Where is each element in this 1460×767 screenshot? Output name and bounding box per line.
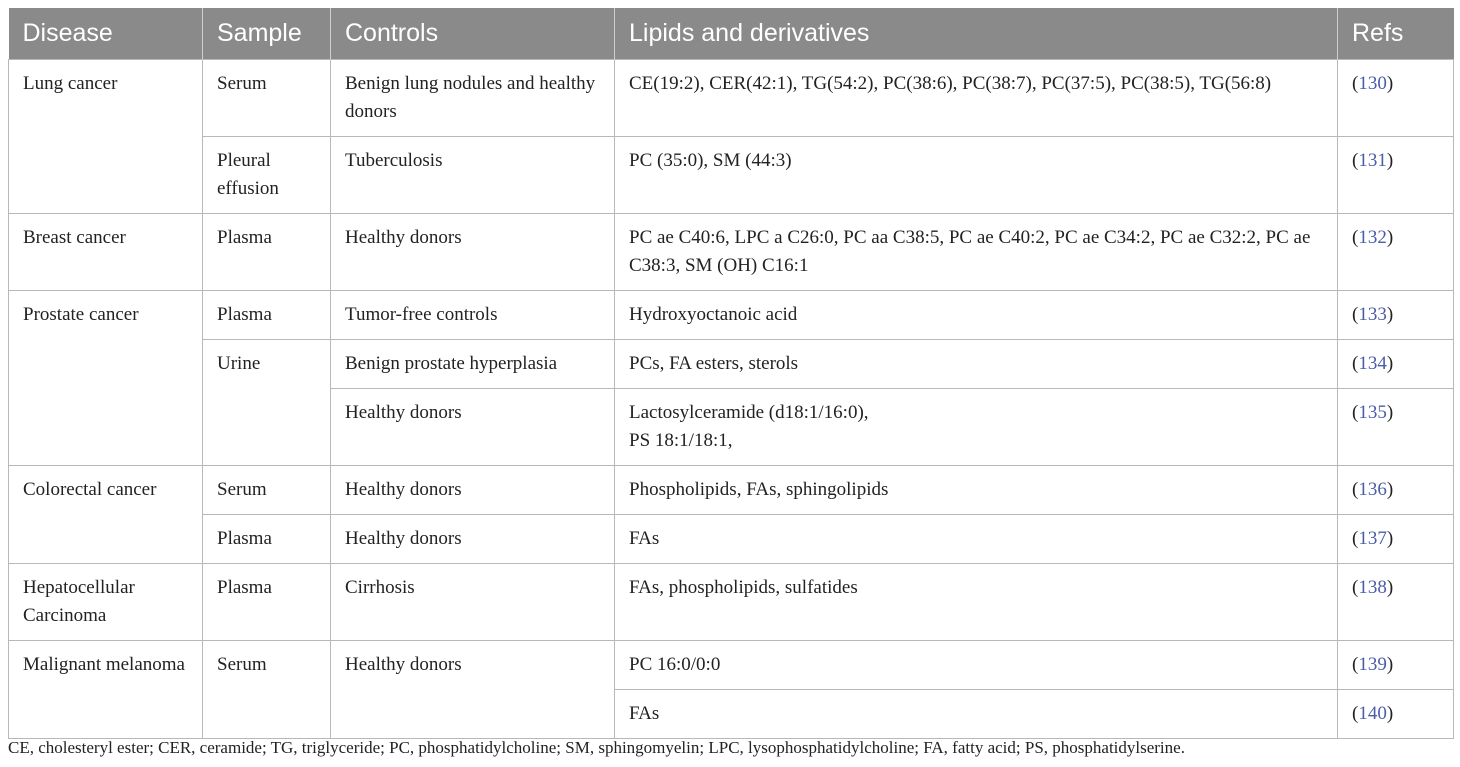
ref-link[interactable]: 139 — [1358, 654, 1387, 675]
table-row — [9, 641, 1454, 690]
ref-link[interactable]: 133 — [1358, 304, 1387, 325]
disease-cell: Prostate cancer — [9, 291, 203, 466]
lipids-cell — [615, 389, 1338, 466]
ref-link[interactable]: 137 — [1358, 528, 1387, 549]
sample-cell: Plasma — [203, 291, 331, 340]
ref-link[interactable]: 132 — [1358, 227, 1387, 248]
controls-cell: Cirrhosis — [331, 564, 615, 641]
lipids-cell: PCs, FA esters, sterols — [615, 340, 1338, 389]
controls-cell: Benign prostate hyperplasia — [331, 340, 615, 389]
sample-cell: Serum — [203, 60, 331, 137]
controls-cell: Healthy donors — [331, 515, 615, 564]
ref-link[interactable]: 140 — [1358, 703, 1387, 724]
sample-cell: Plasma — [203, 515, 331, 564]
ref-cell: (137) — [1338, 515, 1454, 564]
ref-cell: (140) — [1338, 690, 1454, 739]
ref-link[interactable]: 130 — [1358, 73, 1387, 94]
disease-cell: Hepatocellular Carcinoma — [9, 564, 203, 641]
ref-link[interactable]: 134 — [1358, 353, 1387, 374]
lipids-cell: PC ae C40:6, LPC a C26:0, PC aa C38:5, PC ae C40:2, PC ae C34:2, PC ae C32:2, PC ae C38:3, SM (OH) C16:1 — [615, 214, 1338, 291]
ref-cell: (136) — [1338, 466, 1454, 515]
ref-cell: (132) — [1338, 214, 1454, 291]
lipids-cell: CE(19:2), CER(42:1), TG(54:2), PC(38:6), PC(38:7), PC(37:5), PC(38:5), TG(56:8) — [615, 60, 1338, 137]
sample-cell: Pleural effusion — [203, 137, 331, 214]
controls-cell: Tuberculosis — [331, 137, 615, 214]
lipids-cell: PC 16:0/0:0 — [615, 641, 1338, 690]
table-row — [9, 466, 1454, 515]
sample-cell: Plasma — [203, 564, 331, 641]
lipid-biomarker-table — [8, 8, 1454, 739]
disease-cell: Lung cancer — [9, 60, 203, 214]
table-row — [9, 60, 1454, 137]
controls-cell: Tumor-free controls — [331, 291, 615, 340]
lipids-cell: FAs — [615, 690, 1338, 739]
header-refs: Refs — [1338, 8, 1454, 60]
lipids-line: PS 18:1/18:1, — [629, 430, 733, 451]
controls-cell: Healthy donors — [331, 389, 615, 466]
ref-cell: (135) — [1338, 389, 1454, 466]
ref-cell: (130) — [1338, 60, 1454, 137]
controls-cell: Healthy donors — [331, 214, 615, 291]
ref-cell: (138) — [1338, 564, 1454, 641]
lipids-cell: PC (35:0), SM (44:3) — [615, 137, 1338, 214]
ref-cell: (134) — [1338, 340, 1454, 389]
ref-link[interactable]: 131 — [1358, 150, 1387, 171]
header-disease: Disease — [9, 8, 203, 60]
ref-cell: (133) — [1338, 291, 1454, 340]
ref-link[interactable]: 138 — [1358, 577, 1387, 598]
table-row — [9, 291, 1454, 340]
lipids-cell: FAs, phospholipids, sulfatides — [615, 564, 1338, 641]
sample-cell: Serum — [203, 641, 331, 739]
ref-cell: (139) — [1338, 641, 1454, 690]
controls-cell: Healthy donors — [331, 641, 615, 739]
lipid-biomarker-table-container — [8, 8, 1453, 739]
sample-cell: Urine — [203, 340, 331, 466]
table-row — [9, 214, 1454, 291]
table-row — [9, 137, 1454, 214]
table-footnote: CE, cholesteryl ester; CER, ceramide; TG, triglyceride; PC, phosphatidylcholine; SM, sphingomyelin; LPC, lysophosphatidylcholine; FA, fatty acid; PS, phosphatidylserine. — [8, 738, 1185, 757]
lipids-line: Lactosylceramide (d18:1/16:0), — [629, 402, 869, 423]
ref-link[interactable]: 136 — [1358, 479, 1387, 500]
header-lipids: Lipids and derivatives — [615, 8, 1338, 60]
header-sample: Sample — [203, 8, 331, 60]
disease-cell: Colorectal cancer — [9, 466, 203, 564]
header-controls: Controls — [331, 8, 615, 60]
controls-cell: Benign lung nodules and healthy donors — [331, 60, 615, 137]
sample-cell: Serum — [203, 466, 331, 515]
controls-cell: Healthy donors — [331, 466, 615, 515]
header-row — [9, 8, 1454, 60]
table-row — [9, 564, 1454, 641]
lipids-cell: FAs — [615, 515, 1338, 564]
sample-cell: Plasma — [203, 214, 331, 291]
table-row — [9, 515, 1454, 564]
ref-cell: (131) — [1338, 137, 1454, 214]
disease-cell: Malignant melanoma — [9, 641, 203, 739]
table-row — [9, 340, 1454, 389]
lipids-cell: Phospholipids, FAs, sphingolipids — [615, 466, 1338, 515]
disease-cell: Breast cancer — [9, 214, 203, 291]
ref-link[interactable]: 135 — [1358, 402, 1387, 423]
lipids-cell: Hydroxyoctanoic acid — [615, 291, 1338, 340]
